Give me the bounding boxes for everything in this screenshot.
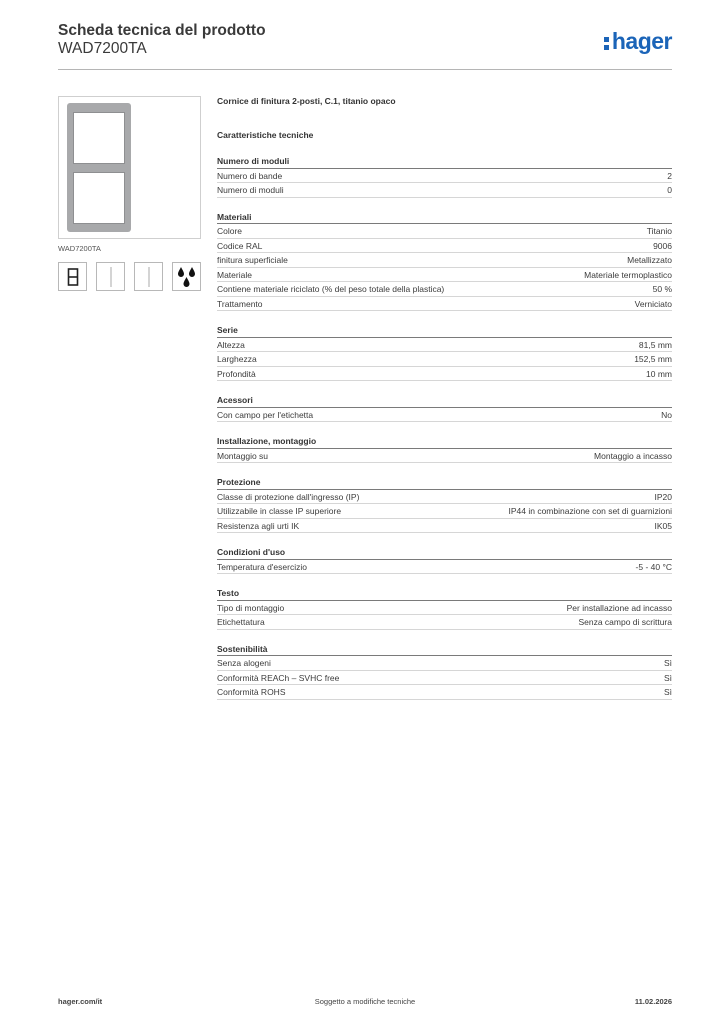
section-title: Acessori — [217, 393, 672, 408]
technical-features-heading: Caratteristiche tecniche — [217, 130, 314, 140]
spec-row — [217, 253, 672, 268]
spec-section — [217, 586, 672, 630]
spec-value: 2 — [667, 170, 672, 181]
spec-value: Senza campo di scrittura — [578, 617, 672, 627]
water-drops-icon — [172, 262, 201, 291]
spec-label: Etichettatura — [217, 617, 265, 627]
spec-row — [217, 239, 672, 254]
section-title: Sostenibilità — [217, 642, 672, 657]
spec-row — [217, 352, 672, 367]
spec-value: Sì — [663, 687, 672, 697]
section-title: Numero di moduli — [217, 154, 672, 169]
spec-row — [217, 282, 672, 297]
spec-section — [217, 323, 672, 381]
spec-label: Contiene materiale riciclato (% del peso totale della plastica) — [217, 284, 445, 294]
spec-row — [217, 224, 672, 239]
section-title: Installazione, montaggio — [217, 434, 672, 449]
image-caption: WAD7200TA — [58, 244, 101, 253]
spec-content — [217, 95, 672, 700]
spec-value: Materiale termoplastico — [584, 269, 672, 280]
single-pole-line-icon — [134, 262, 163, 291]
spec-row — [217, 490, 672, 505]
product-name: Cornice di finitura 2-posti, C.1, titanio opaco — [217, 96, 396, 106]
spec-value: -5 - 40 °C — [635, 561, 672, 572]
frame-illustration — [67, 103, 131, 232]
footer-date: 11.02.2026 — [634, 997, 672, 1006]
spec-row — [217, 656, 672, 671]
spec-row — [217, 685, 672, 700]
seven-segment-digit-icon — [58, 262, 87, 291]
spec-value: 9006 — [653, 240, 672, 251]
spec-value: Montaggio a incasso — [594, 450, 672, 461]
spec-row — [217, 169, 672, 184]
spec-section — [217, 154, 672, 198]
spec-section — [217, 393, 672, 422]
section-title: Protezione — [217, 475, 672, 490]
spec-value: IP44 in combinazione con set di guarnizioni — [508, 506, 672, 516]
spec-value: IK05 — [654, 520, 672, 531]
frame-slot-bottom — [73, 172, 125, 224]
spec-value: Titanio — [646, 226, 672, 236]
spec-value: Per installazione ad incasso — [566, 602, 672, 613]
spec-label: Con campo per l'etichetta — [217, 409, 314, 420]
spec-row — [217, 671, 672, 686]
section-title: Serie — [217, 323, 672, 338]
spec-row — [217, 601, 672, 616]
spec-value: No — [661, 409, 672, 420]
footer-website-link[interactable]: hager.com/it — [58, 997, 103, 1006]
spec-section — [217, 210, 672, 312]
spec-label: Numero di moduli — [217, 185, 284, 195]
spec-value: IP20 — [654, 491, 672, 502]
spec-label: Resistenza agli urti IK — [217, 520, 300, 531]
spec-label: Conformità REACh – SVHC free — [217, 672, 340, 683]
spec-value: 81,5 mm — [638, 339, 672, 350]
spec-label: Temperatura d'esercizio — [217, 561, 307, 572]
hager-logo — [604, 28, 672, 55]
footer-disclaimer: Soggetto a modifiche tecniche — [314, 997, 416, 1006]
spec-label: Larghezza — [217, 354, 257, 364]
spec-label: Trattamento — [217, 298, 263, 309]
spec-row — [217, 183, 672, 198]
frame-slot-top — [73, 112, 125, 164]
spec-row — [217, 268, 672, 283]
section-title: Condizioni d'uso — [217, 545, 672, 560]
spec-label: Profondità — [217, 368, 256, 379]
spec-value: Sì — [663, 658, 672, 668]
section-title: Materiali — [217, 210, 672, 225]
spec-section — [217, 545, 672, 574]
spec-label: Numero di bande — [217, 170, 283, 181]
product-code: WAD7200TA — [58, 40, 147, 57]
page-header — [58, 22, 672, 70]
spec-row — [217, 338, 672, 353]
spec-row — [217, 297, 672, 312]
spec-label: Montaggio su — [217, 450, 269, 461]
spec-section — [217, 475, 672, 533]
single-pole-line-icon — [96, 262, 125, 291]
spec-value: 0 — [667, 185, 672, 195]
spec-row — [217, 615, 672, 630]
spec-row — [217, 504, 672, 519]
spec-section — [217, 434, 672, 463]
spec-label: Utilizzabile in classe IP superiore — [217, 506, 342, 516]
spec-value: Verniciato — [634, 298, 672, 309]
spec-label: Tipo di montaggio — [217, 602, 285, 613]
spec-label: Senza alogeni — [217, 658, 271, 668]
spec-label: Materiale — [217, 269, 252, 280]
spec-label: Colore — [217, 226, 243, 236]
logo-dots-icon — [604, 36, 610, 50]
spec-value: Sì — [663, 672, 672, 683]
spec-label: Codice RAL — [217, 240, 263, 251]
spec-label: Altezza — [217, 339, 245, 350]
spec-value: 152,5 mm — [634, 354, 672, 364]
feature-icons — [58, 262, 201, 294]
spec-label: Conformità ROHS — [217, 687, 286, 697]
section-title: Testo — [217, 586, 672, 601]
spec-value: 50 % — [652, 284, 672, 294]
spec-row — [217, 519, 672, 534]
spec-value: Metallizzato — [627, 255, 672, 265]
spec-label: finitura superficiale — [217, 255, 288, 265]
product-image — [58, 96, 201, 239]
document-title: Scheda tecnica del prodotto — [58, 22, 266, 39]
spec-value: 10 mm — [646, 368, 672, 379]
spec-row — [217, 560, 672, 575]
spec-row — [217, 449, 672, 464]
spec-section — [217, 642, 672, 700]
spec-label: Classe di protezione dall'ingresso (IP) — [217, 491, 360, 502]
logo-text: hager — [611, 28, 672, 54]
spec-row — [217, 408, 672, 423]
spec-row — [217, 367, 672, 382]
